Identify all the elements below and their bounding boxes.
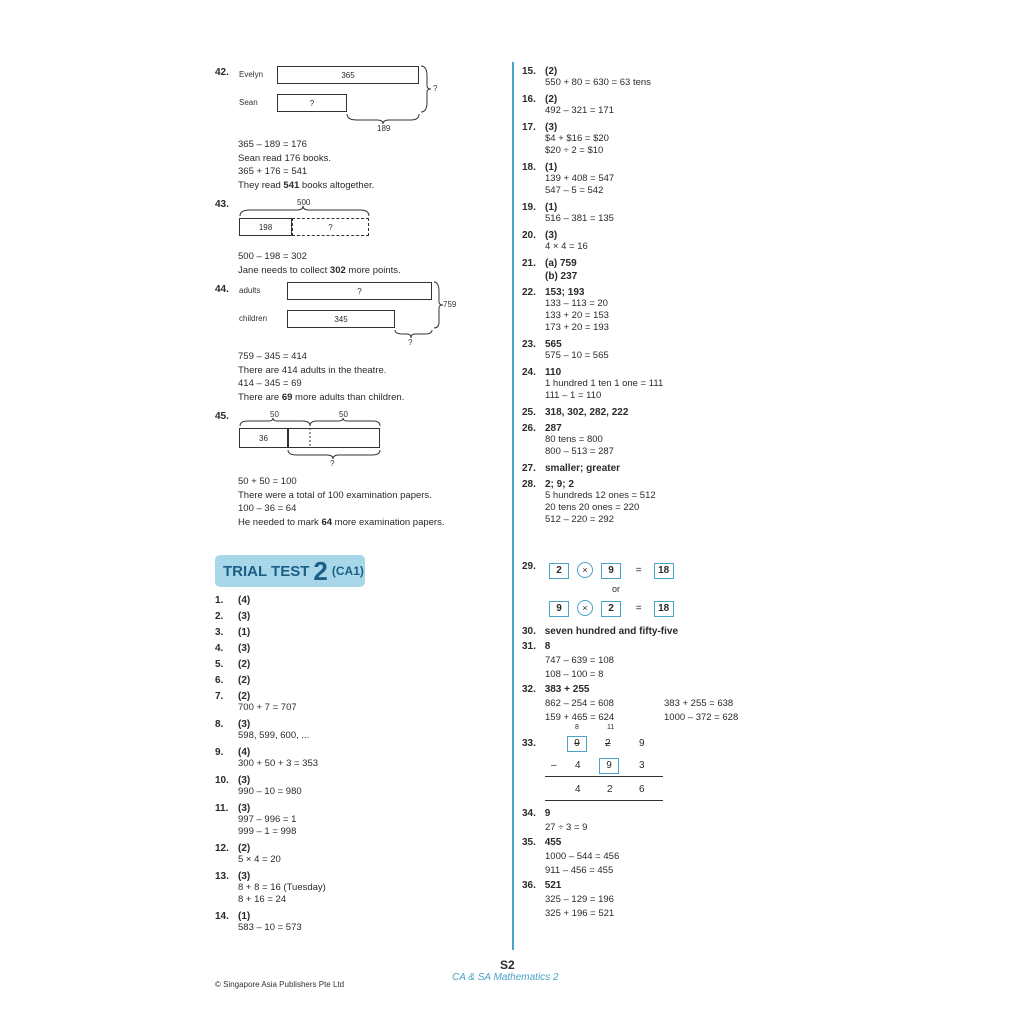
working-42 xyxy=(238,138,374,192)
column-divider xyxy=(512,62,514,950)
answer: 2; 9; 2 xyxy=(545,479,574,490)
question-34 xyxy=(522,808,550,819)
answer-item xyxy=(522,287,584,298)
question-number: 20. xyxy=(522,230,536,241)
question-number: 23. xyxy=(522,339,536,350)
working-line: 5 × 4 = 20 xyxy=(238,854,281,865)
answer-item xyxy=(522,339,562,350)
answer: (3) xyxy=(238,775,251,786)
answer-item xyxy=(522,463,620,474)
answer-item xyxy=(215,803,250,814)
question-number: 42. xyxy=(215,67,229,78)
question-number: 5. xyxy=(215,659,224,670)
working-line: 583 – 10 = 573 xyxy=(238,922,302,933)
heading-number: 2 xyxy=(313,555,328,586)
answer: (a) 759 xyxy=(545,258,577,269)
answer: 9 xyxy=(544,808,551,819)
working-line: 8 + 16 = 24 xyxy=(238,894,287,905)
text: more examination papers. xyxy=(332,516,445,528)
answer-item xyxy=(215,691,250,702)
question-number: 33. xyxy=(522,738,536,749)
question-number: 36. xyxy=(522,880,536,891)
answer-part-b: (b) 237 xyxy=(545,271,578,282)
working-line: 598, 599, 600, ... xyxy=(238,730,310,741)
bar-value: 345 xyxy=(334,314,348,324)
working-line: 159 + 465 = 624 xyxy=(545,711,615,723)
working-line: 1000 – 372 = 628 xyxy=(664,711,739,723)
bar-value: 36 xyxy=(259,433,268,443)
mid-digit: 3 xyxy=(639,760,645,771)
question-number: 19. xyxy=(522,202,536,213)
answer-item xyxy=(522,479,574,490)
answer: 287 xyxy=(545,423,562,434)
part-label-2: 50 xyxy=(339,410,348,419)
answer: (2) xyxy=(545,66,558,77)
working-line: 133 – 113 = 20 xyxy=(545,298,608,309)
answer-item xyxy=(522,423,562,434)
question-30 xyxy=(522,626,678,637)
answer: (1) xyxy=(545,162,558,173)
answer: (2) xyxy=(238,843,251,854)
question-number: 4. xyxy=(215,643,224,654)
question-number: 13. xyxy=(215,871,229,882)
label-sean: Sean xyxy=(239,98,258,107)
question-31 xyxy=(522,641,550,652)
answer-item xyxy=(215,747,250,758)
result-digit: 4 xyxy=(575,784,581,795)
operator-circle: × xyxy=(577,562,593,578)
bar-198 xyxy=(239,218,292,236)
mid-digit: 4 xyxy=(575,760,581,771)
answer: (1) xyxy=(238,911,251,922)
result-digit: 2 xyxy=(607,784,613,795)
answer: (4) xyxy=(238,747,251,758)
working-line: $20 ÷ 2 = $10 xyxy=(545,145,604,156)
answer-box: 18 xyxy=(654,563,674,579)
question-number: 35. xyxy=(522,837,536,848)
bar-model-43 xyxy=(215,196,395,246)
working-line: 414 – 345 = 69 xyxy=(238,378,302,389)
answer-item xyxy=(522,66,557,77)
text: They read xyxy=(238,179,284,191)
answer-item xyxy=(522,94,557,105)
working-line xyxy=(238,179,374,193)
answer: (3) xyxy=(545,122,558,133)
working-line: 512 – 220 = 292 xyxy=(545,514,614,525)
answer: 565 xyxy=(545,339,562,350)
question-number: 2. xyxy=(215,611,224,622)
q29-row-2 xyxy=(545,600,678,617)
question-36 xyxy=(522,880,561,891)
working-line xyxy=(238,391,404,405)
answer-item xyxy=(522,407,628,418)
answer-item xyxy=(215,675,250,686)
question-number: 15. xyxy=(522,66,536,77)
answer: (3) xyxy=(238,871,251,882)
working-line: 862 – 254 = 608 xyxy=(545,698,614,709)
working-line: 990 – 10 = 980 xyxy=(238,786,302,797)
or-label: or xyxy=(612,584,621,594)
difference-label: ? xyxy=(408,338,413,347)
text: There are xyxy=(238,391,282,403)
bar-unknown-label: ? xyxy=(328,222,333,232)
answer-item xyxy=(522,258,577,269)
working-line: 5 hundreds 12 ones = 512 xyxy=(545,490,656,501)
bar-value: 198 xyxy=(258,222,273,232)
question-number: 17. xyxy=(522,122,536,133)
question-number: 45. xyxy=(215,411,229,422)
question-number: 8. xyxy=(215,719,224,730)
working-line: 1 hundred 1 ten 1 one = 111 xyxy=(545,378,664,389)
carry-digit: 8 xyxy=(575,724,579,731)
working-line: Sean read 176 books. xyxy=(238,152,331,164)
answer-box: 9 xyxy=(601,563,621,579)
answer: (2) xyxy=(238,659,251,670)
answer: seven hundred and fifty-five xyxy=(544,626,679,637)
total-label: 759 xyxy=(443,300,457,309)
working-line: 547 – 5 = 542 xyxy=(545,185,604,196)
answer: (2) xyxy=(238,675,251,686)
answer: 455 xyxy=(544,837,562,848)
answer-box: 18 xyxy=(654,601,674,617)
working-line: 80 tens = 800 xyxy=(545,434,603,445)
question-number: 11. xyxy=(215,803,229,814)
working-line: 759 – 345 = 414 xyxy=(238,351,307,362)
working-line xyxy=(238,516,445,530)
answer: (4) xyxy=(238,595,251,606)
operator-circle: × xyxy=(577,600,593,616)
answer: 153; 193 xyxy=(545,287,585,298)
working-32-right xyxy=(664,697,738,724)
working-36 xyxy=(545,893,614,920)
brace-total: ? xyxy=(433,84,438,93)
answer-item xyxy=(215,595,250,606)
answer: smaller; greater xyxy=(545,463,621,474)
working-line: 139 + 408 = 547 xyxy=(545,173,615,184)
working-32-left xyxy=(545,697,614,724)
working-line: 4 × 4 = 16 xyxy=(545,241,588,252)
working-44 xyxy=(238,350,404,404)
top-digit: 9 xyxy=(639,738,645,749)
heading-code: (CA1) xyxy=(331,564,364,578)
working-line: 300 + 50 + 3 = 353 xyxy=(238,758,319,769)
working-34 xyxy=(545,821,587,835)
bar-value: 365 xyxy=(341,70,355,80)
result-line xyxy=(545,776,663,777)
minus-sign: – xyxy=(551,760,557,771)
answer-item xyxy=(215,659,250,670)
answer: 8 xyxy=(544,641,551,652)
answer-item xyxy=(215,775,250,786)
working-line: 325 – 129 = 196 xyxy=(545,894,614,905)
brace-lines xyxy=(215,278,475,350)
question-number: 26. xyxy=(522,423,536,434)
label-children: children xyxy=(239,314,268,323)
answer-item xyxy=(522,202,557,213)
working-line xyxy=(238,264,401,278)
bar-unknown xyxy=(292,218,369,236)
answer-item xyxy=(522,122,557,133)
question-number: 21. xyxy=(522,258,536,269)
bottom-line xyxy=(545,800,663,801)
question-number: 28. xyxy=(522,479,536,490)
question-number: 32. xyxy=(522,684,536,695)
question-number: 25. xyxy=(522,407,536,418)
answer-item xyxy=(215,719,250,730)
answer-bold: 69 xyxy=(281,391,293,403)
question-32 xyxy=(522,684,589,695)
copyright: © Singapore Asia Publishers Pte Ltd xyxy=(215,980,345,989)
working-line: 800 – 513 = 287 xyxy=(545,446,614,457)
bar-rest xyxy=(288,428,380,448)
answer: (3) xyxy=(238,611,251,622)
difference-label: 189 xyxy=(377,124,391,133)
working-line: 516 – 381 = 135 xyxy=(545,213,614,224)
label-adults: adults xyxy=(239,286,261,295)
working-45 xyxy=(238,475,445,529)
answer-item xyxy=(215,871,250,882)
bar-model-44 xyxy=(215,278,475,350)
answer: (3) xyxy=(545,230,558,241)
working-line: 383 + 255 = 638 xyxy=(664,698,734,709)
working-line: 500 – 198 = 302 xyxy=(238,251,307,262)
bar-model-42 xyxy=(215,62,475,137)
working-line: $4 + $16 = $20 xyxy=(545,133,609,144)
answer-box: 2 xyxy=(601,601,621,617)
question-number: 24. xyxy=(522,367,536,378)
working-line: 575 – 10 = 565 xyxy=(545,350,609,361)
trial-test-heading xyxy=(215,555,365,587)
q29-row-1 xyxy=(545,562,678,579)
working-line: 997 – 996 = 1 xyxy=(238,814,297,825)
text: more adults than children. xyxy=(292,391,405,403)
question-number: 6. xyxy=(215,675,224,686)
question-number: 27. xyxy=(522,463,536,474)
question-number: 10. xyxy=(215,775,229,786)
answer-bold: 541 xyxy=(283,179,300,191)
working-line: 999 – 1 = 998 xyxy=(238,826,297,837)
answer-item xyxy=(215,911,250,922)
question-number: 29. xyxy=(522,561,536,572)
working-line: 911 – 456 = 455 xyxy=(545,864,614,876)
question-number: 30. xyxy=(522,626,536,637)
answer-item xyxy=(215,627,250,638)
question-number: 9. xyxy=(215,747,224,758)
question-number: 14. xyxy=(215,911,229,922)
working-line: There were a total of 100 examination papers. xyxy=(238,489,432,501)
working-line: 365 + 176 = 541 xyxy=(238,166,308,177)
text: books altogether. xyxy=(299,179,375,191)
answer: (1) xyxy=(545,202,558,213)
working-line: 550 + 80 = 630 = 63 tens xyxy=(545,77,651,88)
working-line: 27 ÷ 3 = 9 xyxy=(545,822,588,833)
working-43 xyxy=(238,250,401,277)
book-title: CA & SA Mathematics 2 xyxy=(452,972,559,983)
question-number: 34. xyxy=(522,808,536,819)
answer: (2) xyxy=(238,691,251,702)
question-number: 31. xyxy=(522,641,536,652)
working-line: 173 + 20 = 193 xyxy=(545,322,609,333)
question-33 xyxy=(522,738,536,749)
working-line: 492 – 321 = 171 xyxy=(545,105,614,116)
answer-item xyxy=(215,611,250,622)
bar-model-45 xyxy=(215,408,395,472)
mid-digit: 9 xyxy=(599,758,619,774)
working-line: 747 – 639 = 108 xyxy=(545,655,614,666)
working-line: 325 + 196 = 521 xyxy=(545,907,615,919)
question-number: 16. xyxy=(522,94,536,105)
result-digit: 6 xyxy=(639,784,645,795)
answer-box: 2 xyxy=(549,563,569,579)
question-35 xyxy=(522,837,561,848)
answer: 318, 302, 282, 222 xyxy=(545,407,629,418)
answer-bold: 64 xyxy=(321,516,333,528)
carry-digit: 11 xyxy=(607,724,615,731)
equals-sign: = xyxy=(635,565,642,576)
question-number: 18. xyxy=(522,162,536,173)
answer-bold: 302 xyxy=(329,264,346,276)
answer: (2) xyxy=(545,94,558,105)
question-number: 22. xyxy=(522,287,536,298)
answer-item xyxy=(522,230,557,241)
answer: 110 xyxy=(545,367,562,378)
answer: (3) xyxy=(238,803,251,814)
working-line: 133 + 20 = 153 xyxy=(545,310,609,321)
heading-text: TRIAL TEST xyxy=(223,562,310,580)
working-line: 20 tens 20 ones = 220 xyxy=(545,502,640,513)
subtraction-33 xyxy=(545,724,665,804)
text: Jane needs to collect xyxy=(238,264,330,276)
answer-box: 9 xyxy=(549,601,569,617)
working-line: 365 – 189 = 176 xyxy=(238,139,307,150)
page-number: S2 xyxy=(500,958,515,972)
question-number: 44. xyxy=(215,284,229,295)
working-line: There are 414 adults in the theatre. xyxy=(238,364,387,376)
label-evelyn: Evelyn xyxy=(239,70,264,79)
answer-item xyxy=(215,843,250,854)
unknown-label: ? xyxy=(330,459,335,468)
answer: (1) xyxy=(238,627,251,638)
working-line: 50 + 50 = 100 xyxy=(238,476,297,487)
working-line: 1000 – 544 = 456 xyxy=(545,851,620,862)
question-number: 7. xyxy=(215,691,224,702)
text: He needed to mark xyxy=(238,516,322,528)
brace-lines xyxy=(215,62,475,137)
working-line: 100 – 36 = 64 xyxy=(238,503,297,514)
question-number: 12. xyxy=(215,843,229,854)
bar-36 xyxy=(239,428,288,448)
working-31 xyxy=(545,654,614,681)
bar-unknown: ? xyxy=(357,286,362,296)
question-number: 1. xyxy=(215,595,224,606)
question-number: 43. xyxy=(215,199,229,210)
working-line: 8 + 8 = 16 (Tuesday) xyxy=(238,882,326,893)
working-line: 108 – 100 = 8 xyxy=(545,668,604,680)
answer-item xyxy=(215,643,250,654)
answer-item xyxy=(522,162,557,173)
total-label: 500 xyxy=(297,198,311,207)
working-line: 700 + 7 = 707 xyxy=(238,702,297,713)
working-line: 111 – 1 = 110 xyxy=(545,390,602,401)
top-digit: 9 xyxy=(567,736,587,752)
answer-item xyxy=(522,367,561,378)
bar-unknown: ? xyxy=(309,98,315,108)
answer: 521 xyxy=(544,880,562,891)
answer: 383 + 255 xyxy=(544,684,590,695)
part-label-1: 50 xyxy=(270,410,279,419)
top-digit: 2 xyxy=(605,738,611,749)
question-number: 3. xyxy=(215,627,224,638)
answer: (3) xyxy=(238,643,251,654)
text: more points. xyxy=(345,264,401,276)
answer: (3) xyxy=(238,719,251,730)
equals-sign: = xyxy=(635,603,642,614)
working-35 xyxy=(545,850,619,877)
